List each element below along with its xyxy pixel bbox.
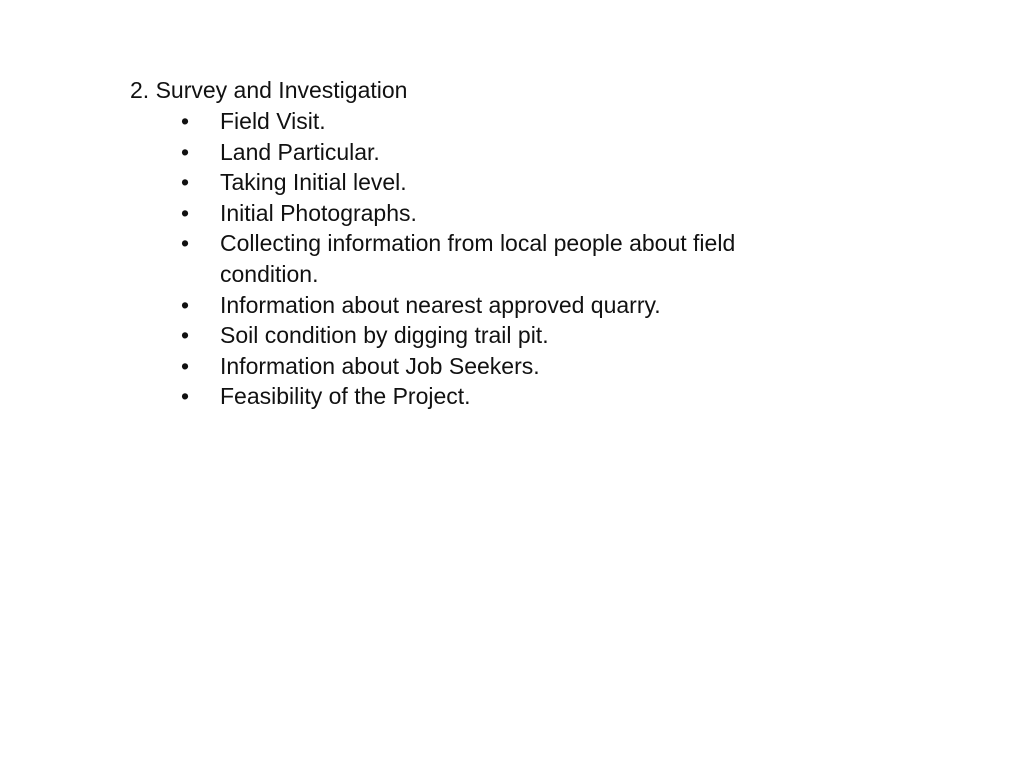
- list-item-text: Taking Initial level.: [220, 169, 407, 196]
- bullet-icon: •: [181, 199, 190, 226]
- list-item: [181, 137, 821, 168]
- list-item: [181, 351, 821, 382]
- bullet-icon: •: [181, 108, 190, 134]
- list-item: [181, 381, 821, 412]
- slide-heading: 2. Survey and Investigation: [130, 77, 408, 103]
- list-item-text: Land Particular.: [220, 138, 380, 165]
- list-item-text: Information about Job Seekers.: [220, 352, 540, 379]
- bullet-icon: •: [181, 138, 190, 165]
- list-item-text: Feasibility of the Project.: [220, 383, 471, 410]
- bullet-icon: •: [181, 169, 190, 196]
- list-item: [181, 106, 821, 137]
- bullet-list: [181, 106, 821, 412]
- list-item-text: Collecting information from local people about field condition.: [220, 230, 736, 287]
- bullet-icon: •: [181, 230, 190, 257]
- bullet-icon: •: [181, 352, 190, 379]
- list-item: [181, 198, 821, 229]
- list-item-text: Information about nearest approved quarry.: [220, 291, 661, 318]
- list-item: [181, 167, 821, 198]
- list-item-text: Field Visit.: [220, 108, 326, 134]
- list-item: [181, 290, 821, 321]
- bullet-icon: •: [181, 322, 190, 349]
- bullet-icon: •: [181, 291, 190, 318]
- list-item: [181, 320, 821, 351]
- list-item-text: Initial Photographs.: [220, 199, 417, 226]
- list-item-text: Soil condition by digging trail pit.: [220, 322, 549, 349]
- bullet-icon: •: [181, 383, 190, 410]
- list-item: [181, 228, 821, 289]
